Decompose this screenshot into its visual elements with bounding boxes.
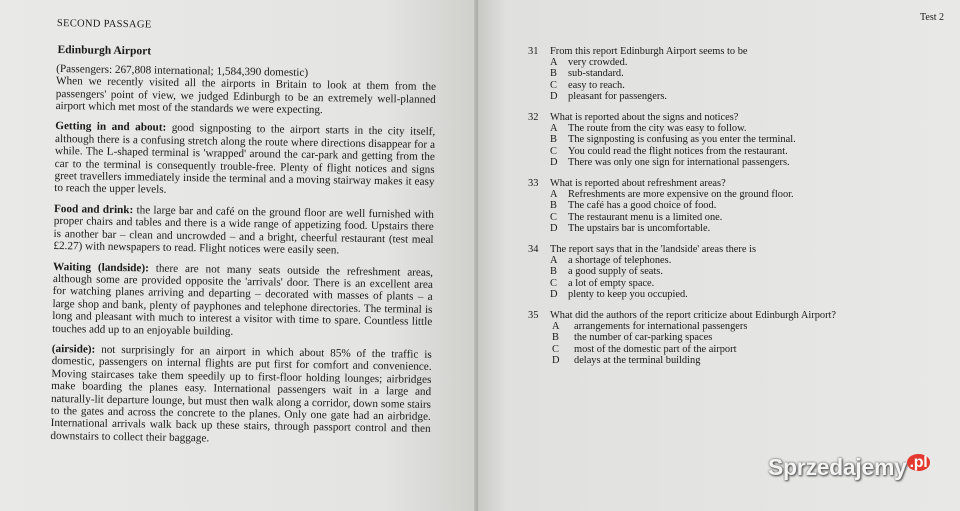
- option-letter: D: [550, 90, 558, 102]
- option-letter: B: [550, 200, 557, 212]
- option-text: The café has a good choice of food.: [568, 200, 717, 212]
- option-text: plenty to keep you occupied.: [568, 288, 688, 300]
- option-letter: B: [550, 134, 557, 146]
- answer-option: [528, 255, 928, 266]
- option-letter: D: [550, 222, 558, 234]
- option-text: You could read the flight notices from the restaurant.: [568, 145, 788, 157]
- option-text: arrangements for international passengers: [574, 321, 748, 333]
- option-text: sub-standard.: [568, 68, 624, 80]
- answer-option: [528, 212, 928, 223]
- question-stem: [528, 46, 928, 57]
- answer-option: [528, 91, 928, 102]
- option-text: a lot of empty space.: [568, 277, 655, 289]
- option-text: the number of car-parking spaces: [574, 332, 713, 344]
- question-stem: [528, 112, 928, 123]
- paragraph-text: not surprisingly for an airport in which about 85% of the traffic is domestic, passengers on internal flights are put first for comfort and convenience. Moving staircases take them speedily up to first-floor holding lounges; airbridges make boarding the planes easy. International passengers wait in a large and naturally-lit departure lounge, but must then walk along a corridor, down some stairs to the gates and across the concrete to the planes. Only one gate had an airbridge. International arrivals walk back up these stairs, through passport control and then downstairs to collect their baggage.: [50, 343, 432, 445]
- option-letter: D: [550, 156, 558, 168]
- passage-title: Edinburgh Airport: [57, 44, 152, 58]
- passage-paragraph: [50, 343, 432, 448]
- question-32: [528, 112, 928, 168]
- watermark-suffix: .pl: [907, 454, 931, 471]
- option-text: The upstairs bar is uncomfortable.: [568, 222, 711, 234]
- intro-paragraph: When we recently visited all the airports in Britain to look at them from the passengers' point of view, we judged Edinburgh to be an extremely well-planned airport which met most of the standards we were expecting.: [55, 75, 437, 117]
- paragraph-heading: Food and drink:: [53, 202, 134, 217]
- option-letter: A: [550, 255, 558, 267]
- question-31: [528, 46, 928, 102]
- passenger-stats: (Passengers: 267,808 international; 1,584,390 domestic): [56, 62, 309, 79]
- option-letter: C: [550, 79, 557, 91]
- question-number: 35: [528, 310, 539, 322]
- answer-option: [528, 200, 928, 211]
- answer-option: [528, 344, 928, 355]
- answer-option: [528, 321, 928, 332]
- answer-option: [528, 80, 928, 91]
- answer-option: [528, 146, 928, 157]
- option-letter: A: [552, 321, 560, 333]
- option-text: easy to reach.: [568, 79, 625, 91]
- option-letter: B: [552, 332, 559, 344]
- option-letter: B: [550, 266, 557, 278]
- option-text: most of the domestic part of the airport: [574, 343, 737, 355]
- option-letter: C: [552, 343, 559, 355]
- question-33: [528, 178, 928, 234]
- option-letter: A: [550, 57, 558, 69]
- question-text: What is reported about the signs and notices?: [550, 112, 739, 124]
- option-text: a shortage of telephones.: [568, 255, 672, 267]
- left-page: [0, 0, 478, 511]
- question-stem: [528, 244, 928, 255]
- option-text: a good supply of seats.: [568, 266, 663, 278]
- option-text: pleasant for passengers.: [568, 90, 667, 102]
- question-34: [528, 244, 928, 300]
- answer-option: [528, 289, 928, 300]
- option-letter: A: [550, 123, 558, 135]
- question-number: 32: [528, 112, 539, 124]
- answer-option: [528, 123, 928, 134]
- question-text: The report says that in the 'landside' areas there is: [550, 244, 757, 256]
- watermark-logo: [768, 454, 930, 481]
- question-text: What is reported about refreshment areas?: [550, 178, 726, 190]
- answer-option: [528, 266, 928, 277]
- question-number: 33: [528, 178, 539, 190]
- answer-option: [528, 134, 928, 145]
- question-list: [528, 46, 928, 376]
- question-text: What did the authors of the report criticize about Edinburgh Airport?: [550, 310, 837, 322]
- answer-option: [528, 278, 928, 289]
- reading-passage: [50, 18, 437, 456]
- question-stem: [528, 178, 928, 189]
- paragraph-heading: (airside):: [51, 342, 96, 356]
- option-letter: A: [550, 189, 558, 201]
- option-letter: B: [550, 68, 557, 80]
- answer-option: [528, 157, 928, 168]
- option-text: The restaurant menu is a limited one.: [568, 211, 723, 223]
- paragraph-heading: Waiting (landside):: [53, 260, 149, 274]
- option-text: The signposting is confusing as you enter the terminal.: [568, 134, 796, 146]
- answer-option: [528, 355, 928, 366]
- paragraph-text: there are not many seats outside the refreshment areas, although some are provided opposite the 'arrivals' door. There is an excellent area for watching planes arriving and departing – decorated with masses of plants – a large shop and bank, plenty of payphones and telephone directories. The terminal is long and pleasant with much to interest a visitor with time to spare. Countless little touches add up to an enjoyable building.: [52, 261, 434, 338]
- passage-paragraph: [52, 260, 433, 340]
- passage-paragraph: [53, 203, 434, 259]
- question-number: 31: [528, 46, 539, 57]
- paragraph-text: the large bar and café on the ground floor are well furnished with proper chairs and tables and there is a wide range of appetizing food. Upstairs there is another bar – clean and uncrowded – and a bright, cheerful restaurant (test meal £2.27) with newspapers to read. Flight notices were easily seen.: [53, 204, 435, 257]
- option-letter: C: [550, 277, 557, 289]
- option-text: Refreshments are more expensive on the ground floor.: [568, 189, 794, 201]
- option-letter: D: [550, 288, 558, 300]
- question-stem: [528, 310, 928, 321]
- test-label: Test 2: [919, 12, 944, 23]
- question-number: 34: [528, 244, 539, 256]
- option-letter: C: [550, 145, 557, 157]
- answer-option: [528, 68, 928, 79]
- paragraph-text: good signposting to the airport starts in the city itself, although there is a confusing stretch along the route where directions disappear for a while. The L-shaped terminal is 'wrapped' around the car-park and getting from the car to the terminal is consequently trouble-free. Plenty of flight notices and signs greet travellers immediately inside the terminal and a moving stairway makes it easy to reach the upper levels.: [54, 122, 436, 197]
- answer-option: [528, 223, 928, 234]
- section-heading: SECOND PASSAGE: [56, 18, 152, 31]
- option-letter: D: [552, 354, 560, 366]
- answer-option: [528, 189, 928, 200]
- option-text: There was only one sign for international passengers.: [568, 156, 790, 168]
- option-text: very crowded.: [568, 57, 628, 69]
- passage-paragraph: [54, 120, 435, 200]
- option-text: delays at the terminal building: [574, 354, 701, 366]
- paragraph-heading: Getting in and about:: [55, 120, 167, 135]
- watermark-name: Sprzedajemy: [768, 454, 907, 480]
- answer-option: [528, 57, 928, 68]
- question-35: [528, 310, 928, 366]
- question-text: From this report Edinburgh Airport seems to be: [550, 46, 748, 57]
- option-letter: C: [550, 211, 557, 223]
- answer-option: [528, 332, 928, 343]
- option-text: The route from the city was easy to follow.: [568, 123, 747, 135]
